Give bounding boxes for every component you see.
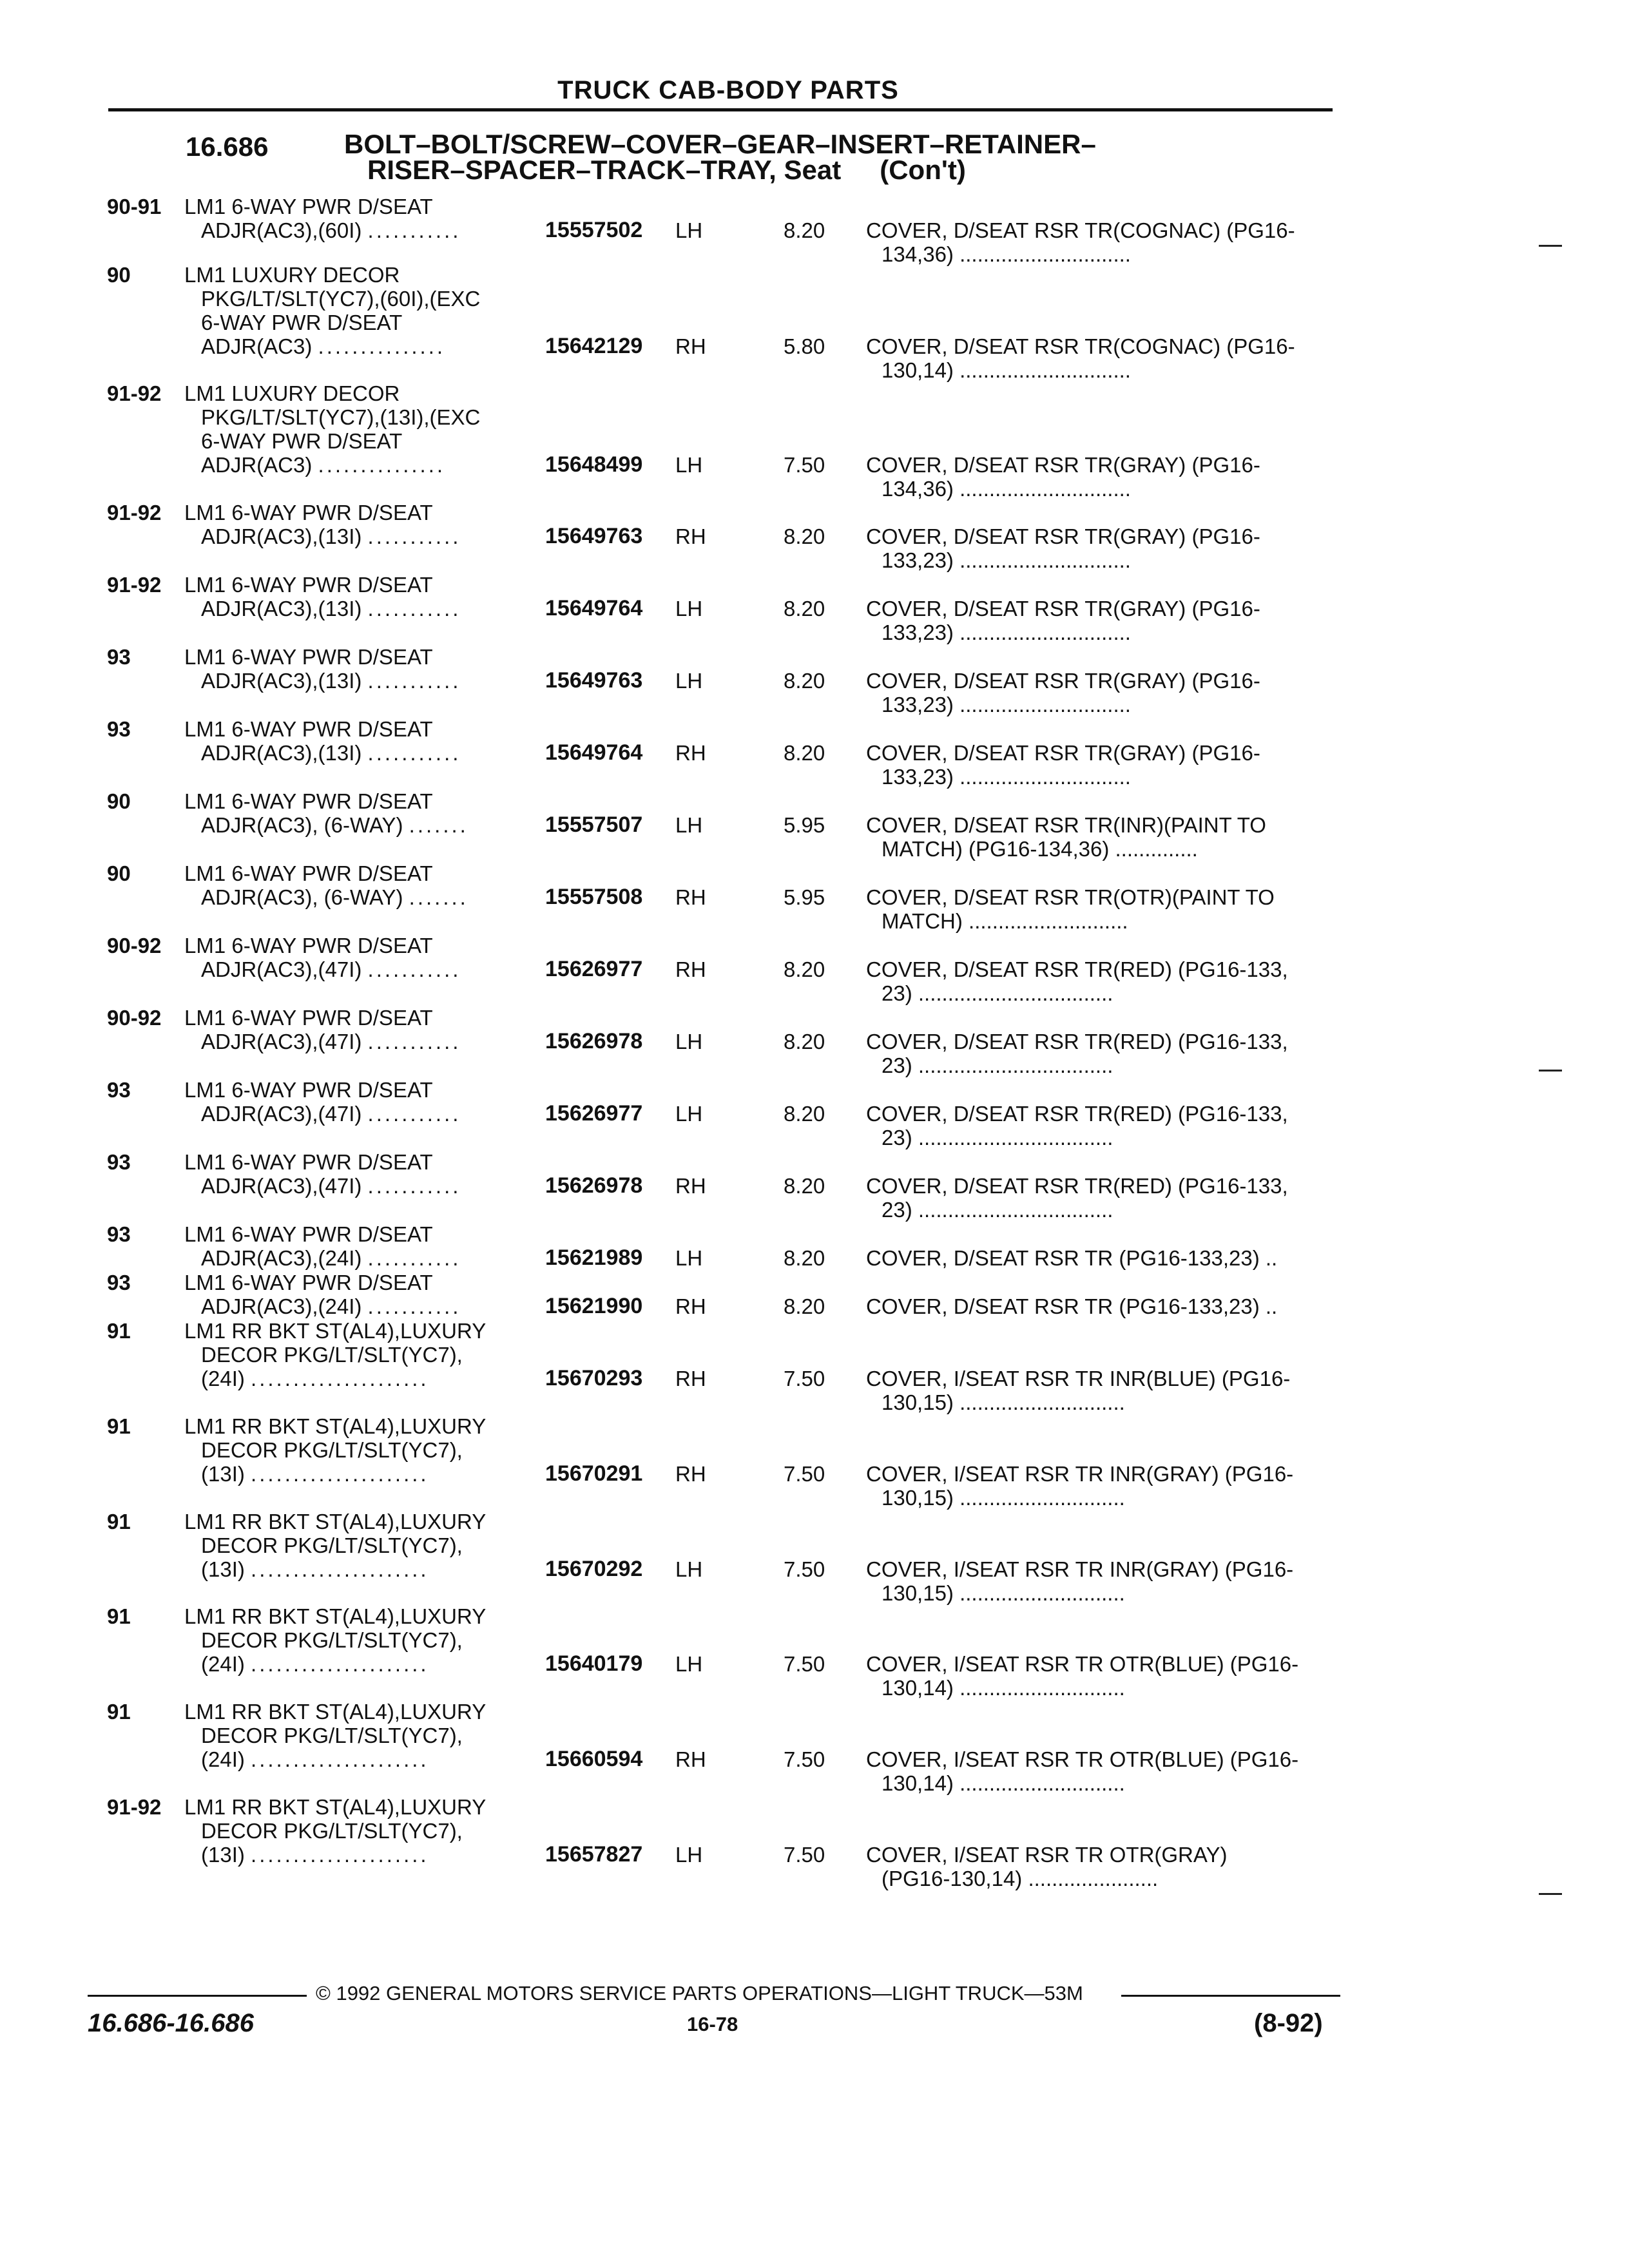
item-line: 134,36) ............................. [882,242,1131,266]
usage-line: PKG/LT/SLT(YC7),(13I),(EXC [201,405,481,429]
side-code: RH [675,1367,706,1390]
item-line: 130,15) ............................ [882,1581,1125,1605]
usage-description [184,263,532,358]
part-number: 15657827 [545,1842,643,1867]
leader-dots: ........... [367,1030,461,1053]
usage-line: (13I) [201,1843,245,1867]
model-year: 93 [107,645,131,669]
item-line: COVER, I/SEAT RSR TR OTR(BLUE) (PG16- [866,1652,1299,1676]
side-code: RH [675,334,706,358]
price: 8.20 [784,524,825,548]
side-code: RH [675,1294,706,1318]
part-number: 15670291 [545,1461,643,1486]
part-number: 15660594 [545,1747,643,1771]
continued-label: (Con't) [880,155,966,185]
part-number: 15642129 [545,334,643,358]
part-number: 15557508 [545,885,643,909]
price: 8.20 [784,597,825,620]
table-row [0,573,1629,644]
item-description [866,1462,1336,1510]
table-row [0,381,1629,501]
item-description [866,885,1336,933]
price: 7.50 [784,453,825,477]
usage-line: (13I) [201,1462,245,1486]
usage-line: ADJR(AC3), (6-WAY) [201,885,403,909]
item-line: COVER, D/SEAT RSR TR(RED) (PG16-133, [866,1174,1288,1198]
section-number: 16.686 [186,131,269,162]
leader-dots: ........... [367,957,461,981]
leader-dots: ..................... [251,1843,429,1867]
price: 7.50 [784,1367,825,1390]
side-code: RH [675,1462,706,1486]
usage-line: ADJR(AC3),(24I) [201,1246,362,1270]
item-description [866,813,1336,861]
table-row [0,1319,1629,1414]
item-line: COVER, I/SEAT RSR TR OTR(BLUE) (PG16- [866,1747,1299,1771]
item-description [866,669,1336,716]
usage-line: ADJR(AC3),(47I) [201,1102,362,1126]
item-line: 23) ................................. [882,1053,1113,1077]
item-line: 23) ................................. [882,1198,1113,1222]
usage-line: LM1 6-WAY PWR D/SEAT [184,717,433,741]
usage-line: LM1 6-WAY PWR D/SEAT [184,789,433,813]
item-line: 133,23) ............................. [882,620,1131,644]
part-number: 15640179 [545,1651,643,1676]
footer-date: (8-92) [1254,2009,1323,2037]
usage-description [184,645,532,693]
item-description [866,453,1336,501]
item-line: COVER, I/SEAT RSR TR INR(GRAY) (PG16- [866,1462,1294,1486]
model-year: 91 [107,1604,131,1628]
part-number: 15626978 [545,1173,643,1198]
side-code: RH [675,1174,706,1198]
price: 7.50 [784,1462,825,1486]
item-description [866,597,1336,644]
item-line: 130,14) ............................ [882,1676,1125,1700]
item-line: 130,15) ............................ [882,1486,1125,1510]
item-description [866,1557,1336,1605]
side-code: LH [675,1557,703,1581]
item-description [866,334,1336,382]
usage-description [184,1510,532,1581]
model-year: 91-92 [107,1795,162,1819]
usage-description [184,1006,532,1053]
usage-description [184,1222,532,1270]
leader-dots: ........... [367,597,461,620]
table-row [0,1510,1629,1605]
side-code: LH [675,218,703,242]
model-year: 90 [107,789,131,813]
usage-line: ADJR(AC3), (6-WAY) [201,813,403,837]
footer-rule-left [88,1995,307,1997]
leader-dots: ..................... [251,1462,429,1486]
part-number: 15557507 [545,812,643,837]
item-description [866,957,1336,1005]
item-line: COVER, D/SEAT RSR TR(RED) (PG16-133, [866,1030,1288,1053]
part-number: 15649764 [545,740,643,765]
leader-dots: ........... [367,669,461,693]
part-number: 15649763 [545,524,643,548]
usage-line: LM1 RR BKT ST(AL4),LUXURY [184,1414,487,1438]
item-line: COVER, D/SEAT RSR TR(RED) (PG16-133, [866,1102,1288,1126]
price: 5.95 [784,885,825,909]
usage-line: ADJR(AC3),(13I) [201,597,362,620]
item-line: COVER, D/SEAT RSR TR (PG16-133,23) .. [866,1294,1278,1318]
part-number: 15621989 [545,1245,643,1270]
usage-line: ADJR(AC3),(13I) [201,669,362,693]
item-line: COVER, I/SEAT RSR TR INR(BLUE) (PG16- [866,1367,1291,1390]
usage-line: LM1 6-WAY PWR D/SEAT [184,934,433,957]
item-line: MATCH) (PG16-134,36) .............. [882,837,1198,861]
table-row [0,645,1629,716]
item-line: 133,23) ............................. [882,548,1131,572]
table-row [0,1222,1629,1270]
page-title: TRUCK CAB-BODY PARTS [557,76,899,104]
usage-description [184,195,532,242]
leader-dots: ..................... [251,1367,429,1390]
leader-dots: ............... [318,334,446,358]
usage-line: LM1 6-WAY PWR D/SEAT [184,573,433,597]
table-row [0,1271,1629,1318]
usage-description [184,1795,532,1867]
side-code: RH [675,524,706,548]
leader-dots: ....... [409,885,468,909]
footer-page-number: 16-78 [687,2013,738,2035]
item-description [866,1174,1336,1222]
usage-line: DECOR PKG/LT/SLT(YC7), [201,1533,463,1557]
part-number: 15626978 [545,1029,643,1053]
item-description [866,218,1336,266]
leader-dots: ............... [318,453,446,477]
model-year: 93 [107,1222,131,1246]
leader-dots: ........... [367,524,461,548]
model-year: 93 [107,1271,131,1294]
leader-dots: ........... [367,1102,461,1126]
part-number: 15626977 [545,957,643,981]
usage-description [184,1271,532,1318]
leader-dots: ........... [367,1174,461,1198]
usage-line: DECOR PKG/LT/SLT(YC7), [201,1438,463,1462]
item-line: COVER, D/SEAT RSR TR(RED) (PG16-133, [866,957,1288,981]
usage-line: (24I) [201,1367,245,1390]
usage-line: LM1 6-WAY PWR D/SEAT [184,1222,433,1246]
side-code: LH [675,813,703,837]
leader-dots: ....... [409,813,468,837]
item-description [866,1367,1336,1414]
item-description [866,741,1336,789]
item-line: COVER, D/SEAT RSR TR (PG16-133,23) .. [866,1246,1278,1270]
section-title-line1: BOLT–BOLT/SCREW–COVER–GEAR–INSERT–RETAINER– [344,129,1096,159]
part-number: 15621990 [545,1294,643,1318]
leader-dots: ........... [367,1294,461,1318]
usage-line: ADJR(AC3),(47I) [201,957,362,981]
item-line: 133,23) ............................. [882,765,1131,789]
footer-range: 16.686-16.686 [88,2009,255,2037]
item-line: COVER, I/SEAT RSR TR OTR(GRAY) [866,1843,1228,1867]
model-year: 90 [107,263,131,287]
usage-description [184,1604,532,1676]
item-line: COVER, I/SEAT RSR TR INR(GRAY) (PG16- [866,1557,1294,1581]
usage-line: DECOR PKG/LT/SLT(YC7), [201,1724,463,1747]
usage-line: LM1 RR BKT ST(AL4),LUXURY [184,1795,487,1819]
table-row [0,1150,1629,1222]
side-code: LH [675,1843,703,1867]
usage-line: 6-WAY PWR D/SEAT [201,429,403,453]
footer-copyright: © 1992 GENERAL MOTORS SERVICE PARTS OPERATIONS—LIGHT TRUCK—53M [316,1982,1083,2004]
title-rule [108,108,1333,111]
item-line: MATCH) ........................... [882,909,1128,933]
table-row [0,195,1629,266]
side-code: RH [675,885,706,909]
item-line: COVER, D/SEAT RSR TR(COGNAC) (PG16- [866,218,1295,242]
usage-description [184,1700,532,1771]
item-line: 130,14) ............................ [882,1771,1125,1795]
item-line: 23) ................................. [882,1126,1113,1149]
price: 8.20 [784,669,825,693]
usage-line: LM1 LUXURY DECOR [184,381,400,405]
usage-line: LM1 RR BKT ST(AL4),LUXURY [184,1319,487,1343]
item-line: COVER, D/SEAT RSR TR(GRAY) (PG16- [866,669,1260,693]
side-code: LH [675,1246,703,1270]
usage-description [184,861,532,909]
usage-description [184,1414,532,1486]
price: 7.50 [784,1747,825,1771]
usage-line: LM1 6-WAY PWR D/SEAT [184,1078,433,1102]
table-row [0,934,1629,1005]
price: 8.20 [784,1174,825,1198]
usage-description [184,789,532,837]
usage-line: (24I) [201,1747,245,1771]
usage-line: ADJR(AC3),(47I) [201,1030,362,1053]
usage-line: LM1 6-WAY PWR D/SEAT [184,501,433,524]
table-row [0,1795,1629,1890]
usage-line: ADJR(AC3),(47I) [201,1174,362,1198]
usage-line: LM1 LUXURY DECOR [184,263,400,287]
usage-line: ADJR(AC3),(13I) [201,741,362,765]
item-description [866,1294,1336,1318]
leader-dots: ........... [367,741,461,765]
usage-line: (13I) [201,1557,245,1581]
usage-description [184,1150,532,1198]
footer-rule-right [1121,1995,1340,1997]
model-year: 91 [107,1510,131,1533]
usage-line: LM1 RR BKT ST(AL4),LUXURY [184,1510,487,1533]
price: 7.50 [784,1557,825,1581]
item-line: 134,36) ............................. [882,477,1131,501]
item-description [866,1030,1336,1077]
margin-mark [1539,1893,1562,1895]
price: 5.95 [784,813,825,837]
item-line: 133,23) ............................. [882,693,1131,716]
price: 8.20 [784,1294,825,1318]
price: 8.20 [784,218,825,242]
usage-line: DECOR PKG/LT/SLT(YC7), [201,1819,463,1843]
table-row [0,1414,1629,1510]
part-number: 15670293 [545,1366,643,1390]
item-line: COVER, D/SEAT RSR TR(GRAY) (PG16- [866,524,1260,548]
usage-description [184,1319,532,1390]
usage-line: LM1 6-WAY PWR D/SEAT [184,195,433,218]
part-number: 15626977 [545,1101,643,1126]
item-description [866,1102,1336,1149]
side-code: LH [675,669,703,693]
usage-line: LM1 RR BKT ST(AL4),LUXURY [184,1604,487,1628]
model-year: 90-92 [107,1006,162,1030]
side-code: LH [675,597,703,620]
price: 8.20 [784,1246,825,1270]
model-year: 90 [107,861,131,885]
price: 8.20 [784,1030,825,1053]
model-year: 90-91 [107,195,162,218]
model-year: 91-92 [107,573,162,597]
side-code: LH [675,453,703,477]
side-code: RH [675,741,706,765]
price: 5.80 [784,334,825,358]
side-code: RH [675,1747,706,1771]
usage-description [184,934,532,981]
table-row [0,789,1629,861]
usage-line: LM1 6-WAY PWR D/SEAT [184,1150,433,1174]
usage-line: 6-WAY PWR D/SEAT [201,311,403,334]
usage-line: DECOR PKG/LT/SLT(YC7), [201,1628,463,1652]
item-description [866,1652,1336,1700]
item-line: COVER, D/SEAT RSR TR(GRAY) (PG16- [866,453,1260,477]
model-year: 91-92 [107,381,162,405]
usage-description [184,1078,532,1126]
model-year: 91 [107,1414,131,1438]
usage-line: ADJR(AC3) [201,334,313,358]
usage-line: ADJR(AC3),(24I) [201,1294,362,1318]
part-number: 15648499 [545,452,643,477]
usage-line: LM1 RR BKT ST(AL4),LUXURY [184,1700,487,1724]
leader-dots: ..................... [251,1652,429,1676]
part-number: 15557502 [545,218,643,242]
table-row [0,717,1629,789]
price: 7.50 [784,1843,825,1867]
price: 8.20 [784,741,825,765]
model-year: 93 [107,717,131,741]
usage-line: ADJR(AC3) [201,453,313,477]
usage-line: PKG/LT/SLT(YC7),(60I),(EXC [201,287,481,311]
table-row [0,263,1629,382]
leader-dots: ........... [367,1246,461,1270]
model-year: 93 [107,1150,131,1174]
item-description [866,1747,1336,1795]
usage-line: (24I) [201,1652,245,1676]
margin-mark [1539,1070,1562,1072]
price: 8.20 [784,1102,825,1126]
item-description [866,1843,1336,1890]
model-year: 93 [107,1078,131,1102]
usage-line: DECOR PKG/LT/SLT(YC7), [201,1343,463,1367]
item-description [866,1246,1336,1270]
item-line: 130,15) ............................ [882,1390,1125,1414]
part-number: 15670292 [545,1557,643,1581]
item-line: (PG16-130,14) ...................... [882,1867,1159,1890]
section-title [344,131,1096,183]
item-line: 23) ................................. [882,981,1113,1005]
item-line: COVER, D/SEAT RSR TR(GRAY) (PG16- [866,597,1260,620]
model-year: 91 [107,1319,131,1343]
side-code: LH [675,1652,703,1676]
usage-description [184,717,532,765]
model-year: 90-92 [107,934,162,957]
item-line: COVER, D/SEAT RSR TR(GRAY) (PG16- [866,741,1260,765]
model-year: 91 [107,1700,131,1724]
table-row [0,1006,1629,1077]
margin-mark [1539,245,1562,247]
item-line: COVER, D/SEAT RSR TR(COGNAC) (PG16- [866,334,1295,358]
table-row [0,1700,1629,1795]
usage-line: LM1 6-WAY PWR D/SEAT [184,1006,433,1030]
side-code: LH [675,1030,703,1053]
usage-description [184,501,532,548]
usage-line: LM1 6-WAY PWR D/SEAT [184,1271,433,1294]
table-row [0,1604,1629,1700]
usage-line: LM1 6-WAY PWR D/SEAT [184,861,433,885]
part-number: 15649763 [545,668,643,693]
side-code: LH [675,1102,703,1126]
leader-dots: ........... [367,218,461,242]
table-row [0,501,1629,572]
usage-line: ADJR(AC3),(13I) [201,524,362,548]
item-line: COVER, D/SEAT RSR TR(OTR)(PAINT TO [866,885,1275,909]
usage-description [184,573,532,620]
price: 7.50 [784,1652,825,1676]
usage-line: LM1 6-WAY PWR D/SEAT [184,645,433,669]
item-description [866,524,1336,572]
model-year: 91-92 [107,501,162,524]
item-line: COVER, D/SEAT RSR TR(INR)(PAINT TO [866,813,1266,837]
table-row [0,861,1629,933]
usage-line: ADJR(AC3),(60I) [201,218,362,242]
leader-dots: ..................... [251,1747,429,1771]
side-code: RH [675,957,706,981]
section-title-line2: RISER–SPACER–TRACK–TRAY, Seat (Con't) [367,155,966,185]
table-row [0,1078,1629,1149]
leader-dots: ..................... [251,1557,429,1581]
usage-description [184,381,532,477]
item-line: 130,14) ............................. [882,358,1131,382]
price: 8.20 [784,957,825,981]
part-number: 15649764 [545,596,643,620]
